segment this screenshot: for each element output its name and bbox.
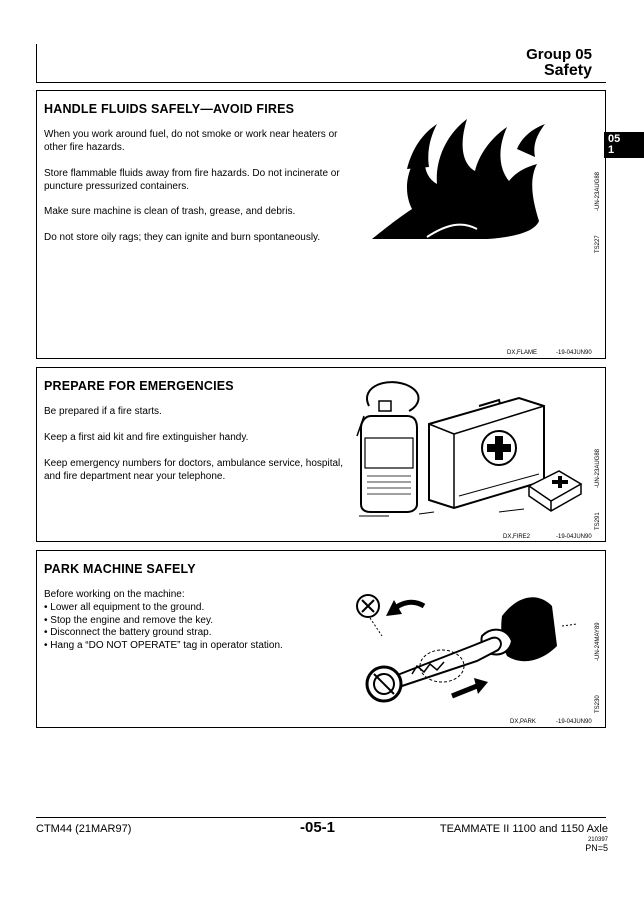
chapter-tab-page: 1 (608, 144, 615, 156)
footer-pn: PN=5 (585, 843, 608, 853)
paragraph: When you work around fuel, do not smoke or work near heaters or other fire hazards. (44, 129, 338, 153)
section-title: HANDLE FLUIDS SAFELY—AVOID FIRES (44, 102, 295, 116)
group-label: Group 05 (526, 46, 592, 63)
footer-page-number: -05-1 (300, 819, 336, 836)
flames-icon (367, 109, 552, 244)
reference-code: DX,FLAME (507, 350, 538, 356)
chapter-tab (604, 132, 644, 158)
ignition-key-removal-icon (352, 586, 582, 716)
section-title: PARK MACHINE SAFELY (44, 562, 196, 576)
section-prepare-emergencies (36, 367, 606, 542)
paragraph: Make sure machine is clean of trash, grease, and debris. (44, 206, 296, 217)
fire-extinguisher-first-aid-icon (349, 376, 584, 518)
list-item-text: Hang a “DO NOT OPERATE” tag in operator station. (50, 639, 283, 651)
header-left-rule (36, 44, 37, 82)
paragraph: Do not store oily rags; they can ignite and burn spontaneously. (44, 232, 321, 243)
header-bottom-rule (36, 82, 606, 83)
section-park-machine (36, 550, 606, 728)
image-date-code: -UN-24MAY89 (595, 622, 601, 661)
paragraph: Before working on the machine: (44, 589, 185, 600)
paragraph: Keep a first aid kit and fire extinguisher handy. (44, 432, 249, 443)
footer-manual-id: CTM44 (21MAR97) (36, 823, 132, 835)
paragraph: Store flammable fluids away from fire hazards. Do not incinerate or puncture pressurized containers. (44, 168, 340, 192)
image-code: TS230 (595, 695, 601, 713)
image-code: TS227 (595, 235, 601, 253)
list-item: • Hang a “DO NOT OPERATE” tag in operator station. (44, 639, 283, 651)
list-item-text: Stop the engine and remove the key. (50, 614, 213, 626)
footer-rule (36, 817, 606, 818)
reference-date: -19-04JUN90 (556, 719, 592, 725)
bullet-list (44, 602, 364, 652)
list-item: • Lower all equipment to the ground. (44, 602, 205, 613)
list-item-text: Lower all equipment to the ground. (50, 602, 205, 613)
section-handle-fluids (36, 90, 606, 359)
reference-date: -19-04JUN90 (556, 350, 592, 356)
image-code: TS291 (595, 512, 601, 530)
list-item: • Disconnect the battery ground strap. (44, 627, 212, 638)
paragraph: Be prepared if a fire starts. (44, 406, 162, 417)
list-item-text: Disconnect the battery ground strap. (50, 627, 212, 638)
footer-title: TEAMMATE II 1100 and 1150 Axle (439, 823, 608, 835)
chapter-tab-number: 05 (608, 133, 621, 145)
section-title: PREPARE FOR EMERGENCIES (44, 379, 234, 393)
footer-code: 210397 (587, 837, 608, 843)
image-date-code: -UN-23AUG88 (595, 171, 601, 211)
subject-label: Safety (543, 62, 592, 79)
image-date-code: -UN-23AUG88 (595, 448, 601, 488)
paragraph: Keep emergency numbers for doctors, ambulance service, hospital, and fire department near your telephone. (44, 458, 344, 482)
reference-code: DX,FIRE2 (503, 534, 531, 540)
reference-date: -19-04JUN90 (556, 534, 592, 540)
list-item: • Stop the engine and remove the key. (44, 614, 213, 626)
reference-code: DX,PARK (510, 719, 536, 725)
